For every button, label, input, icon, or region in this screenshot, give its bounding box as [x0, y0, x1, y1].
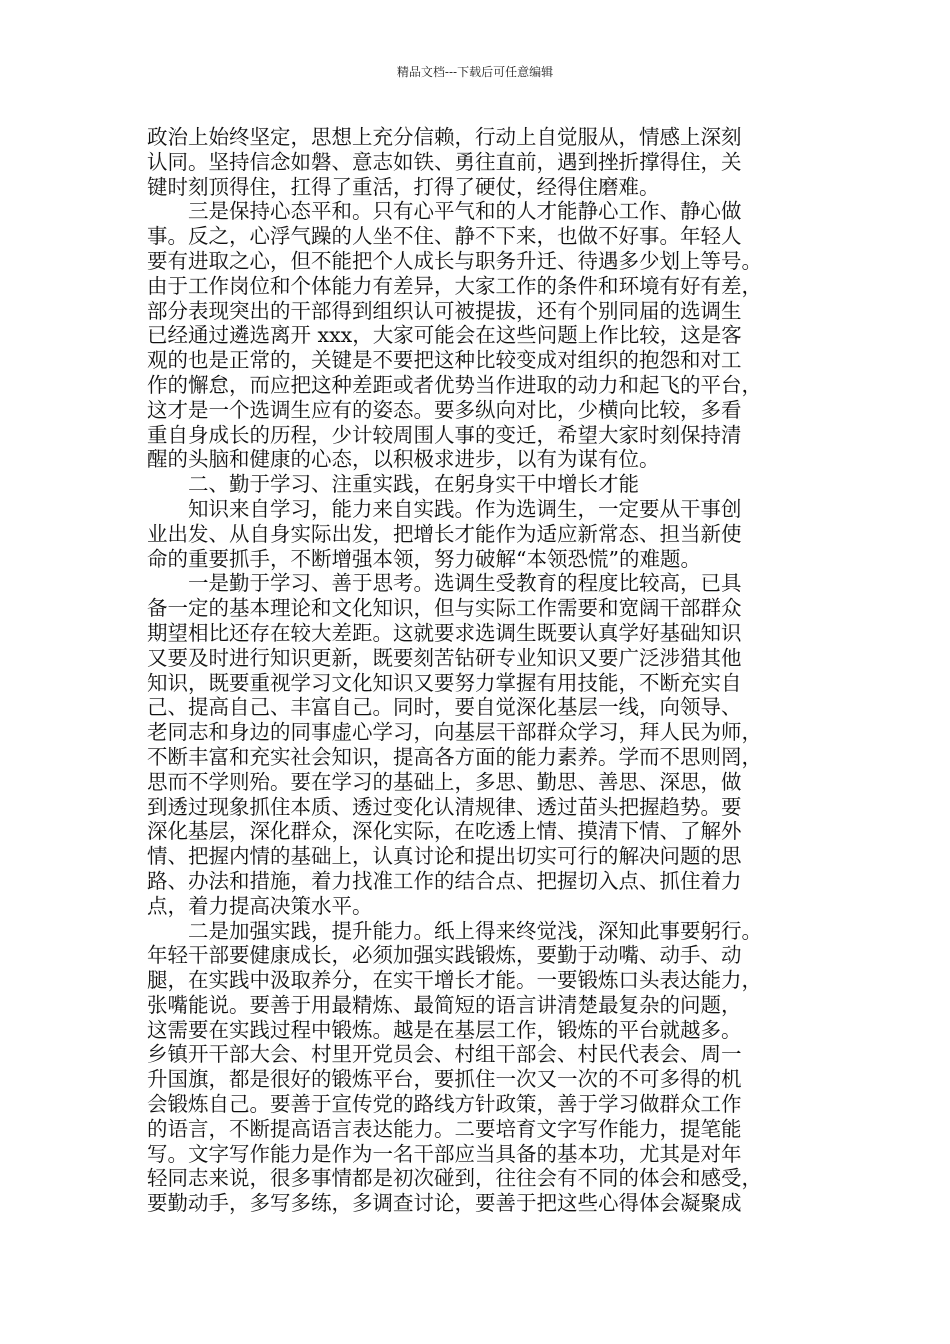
text-line: 已经通过遴选离开 xxx，大家可能会在这些问题上作比较，这是客 — [147, 323, 742, 348]
text-line: 情、把握内情的基础上，认真讨论和提出切实可行的解决问题的思 — [147, 844, 742, 869]
text-line: 三是保持心态平和。只有心平气和的人才能静心工作、静心做 — [147, 199, 742, 224]
text-line: 思而不学则殆。要在学习的基础上，多思、勤思、善思、深思，做 — [147, 769, 742, 794]
page-header: 精品文档---下载后可任意编辑 — [396, 65, 554, 79]
text-line: 乡镇开干部大会、村里开党员会、村组干部会、村民代表会、周一 — [147, 1042, 742, 1067]
text-line: 要有进取之心，但不能把个人成长与职务升迁、待遇多少划上等号。 — [147, 248, 762, 273]
document-body — [147, 125, 819, 1216]
text-line: 年轻干部要健康成长，必须加强实践锻炼，要勤于动嘴、动手、动 — [147, 943, 742, 968]
text-line: 要勤动手，多写多练，多调查讨论，要善于把这些心得体会凝聚成 — [147, 1191, 742, 1216]
text-line: 腿，在实践中汲取养分，在实干增长才能。一要锻炼口头表达能力， — [147, 968, 762, 993]
text-line: 张嘴能说。要善于用最精炼、最简短的语言讲清楚最复杂的问题， — [147, 992, 742, 1017]
text-line: 认同。坚持信念如磐、意志如铁、勇往直前，遇到挫折撑得住，关 — [147, 149, 742, 174]
text-line: 升国旗，都是很好的锻炼平台，要抓住一次又一次的不可多得的机 — [147, 1067, 742, 1092]
text-line: 会锻炼自己。要善于宣传党的路线方针政策，善于学习做群众工作 — [147, 1092, 742, 1117]
text-line: 深化基层，深化群众，深化实际，在吃透上情、摸清下情、了解外 — [147, 819, 742, 844]
text-line: 命的重要抓手，不断增强本领，努力破解“本领恐慌”的难题。 — [147, 546, 701, 571]
text-line: 轻同志来说，很多事情都是初次碰到，往往会有不同的体会和感受， — [147, 1166, 762, 1191]
text-line: 知识，既要重视学习文化知识又要努力掌握有用技能，不断充实自 — [147, 670, 742, 695]
text-line: 政治上始终坚定，思想上充分信赖，行动上自觉服从，情感上深刻 — [147, 125, 742, 149]
text-line: 作的懈怠，而应把这种差距或者优势当作进取的动力和起飞的平台， — [147, 372, 762, 397]
text-line: 业出发、从自身实际出发，把增长才能作为适应新常态、担当新使 — [147, 521, 742, 546]
text-line: 知识来自学习，能力来自实践。作为选调生，一定要从干事创 — [147, 496, 742, 521]
text-line: 二是加强实践，提升能力。纸上得来终觉浅，深知此事要躬行。 — [147, 918, 762, 943]
section-heading: 二、勤于学习、注重实践，在躬身实干中增长才能 — [147, 472, 639, 497]
text-line: 由于工作岗位和个体能力有差异，大家工作的条件和环境有好有差， — [147, 273, 762, 298]
text-line: 写。文字写作能力是作为一名干部应当具备的基本功，尤其是对年 — [147, 1141, 742, 1166]
text-line: 又要及时进行知识更新，既要刻苦钻研专业知识又要广泛涉猎其他 — [147, 645, 742, 670]
text-line: 的语言，不断提高语言表达能力。二要培育文字写作能力，提笔能 — [147, 1116, 742, 1141]
text-line: 到透过现象抓住本质、透过变化认清规律、透过苗头把握趋势。要 — [147, 794, 742, 819]
text-line: 老同志和身边的同事虚心学习，向基层干部群众学习，拜人民为师， — [147, 720, 762, 745]
text-line: 这才是一个选调生应有的姿态。要多纵向对比，少横向比较，多看 — [147, 397, 742, 422]
text-line: 己、提高自己、丰富自己。同时，要自觉深化基层一线，向领导、 — [147, 695, 742, 720]
text-line: 期望相比还存在较大差距。这就要求选调生既要认真学好基础知识 — [147, 620, 742, 645]
text-line: 不断丰富和充实社会知识，提高各方面的能力素养。学而不思则罔， — [147, 744, 762, 769]
text-line: 事。反之，心浮气躁的人坐不住、静不下来，也做不好事。年轻人 — [147, 224, 742, 249]
text-line: 备一定的基本理论和文化知识，但与实际工作需要和宽阔干部群众 — [147, 596, 742, 621]
text-line: 观的也是正常的，关键是不要把这种比较变成对组织的抱怨和对工 — [147, 348, 742, 373]
text-line: 部分表现突出的干部得到组织认可被提拔，还有个别同届的选调生 — [147, 298, 742, 323]
text-line: 醒的头脑和健康的心态，以积极求进步，以有为谋有位。 — [147, 447, 660, 472]
text-line: 点，着力提高决策水平。 — [147, 893, 373, 918]
text-line: 重自身成长的历程，少计较周围人事的变迁，希望大家时刻保持清 — [147, 422, 742, 447]
text-line: 路、办法和措施，着力找准工作的结合点、把握切入点、抓住着力 — [147, 868, 742, 893]
text-line: 一是勤于学习、善于思考。选调生受教育的程度比较高，已具 — [147, 571, 742, 596]
text-line: 键时刻顶得住，扛得了重活，打得了硬仗，经得住磨难。 — [147, 174, 660, 199]
text-line: 这需要在实践过程中锻炼。越是在基层工作，锻炼的平台就越多。 — [147, 1017, 742, 1042]
